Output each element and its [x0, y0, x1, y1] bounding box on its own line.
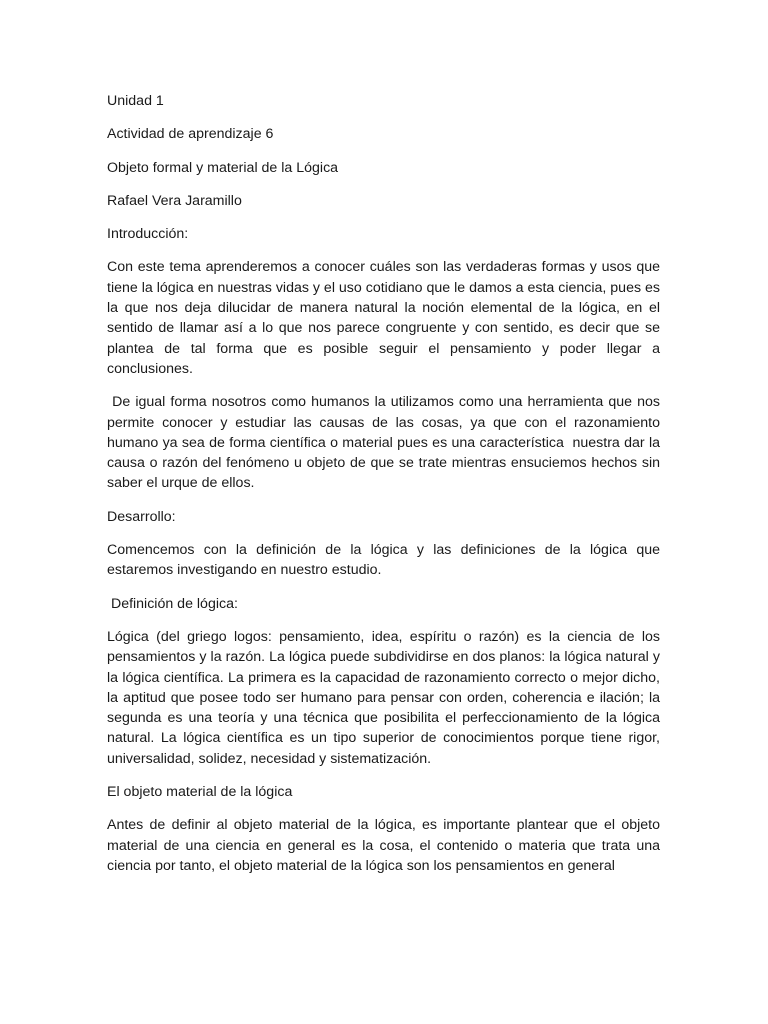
document-title: Objeto formal y material de la Lógica — [107, 159, 339, 176]
development-paragraph-1: Comencemos con la definición de la lógica y las definiciones de la lógica que estaremos investigando en nuestro estudio. — [107, 542, 660, 579]
author-name: Rafael Vera Jaramillo — [107, 192, 242, 209]
material-object-heading: El objeto material de la lógica — [107, 784, 293, 801]
definition-heading: Definición de lógica: — [107, 595, 238, 612]
activity-label: Actividad de aprendizaje 6 — [107, 126, 274, 143]
material-object-paragraph: Antes de definir al objeto material de la lógica, es importante plantear que el objeto material de una ciencia en general es la cosa, el contenido o materia que trata una ciencia por tanto, el objeto material de la lógica son los pensamientos en general — [107, 817, 660, 874]
definition-paragraph: Lógica (del griego logos: pensamiento, idea, espíritu o razón) es la ciencia de los pensamientos y la razón. La lógica puede subdividirse en dos planos: la lógica natural y la lógica científica. La primera es la capacidad de razonamiento correcto o mejor dicho, la aptitud que posee todo ser humano para pensar con orden, coherencia e ilación; la segunda es una teoría y una técnica que posibilita el perfeccionamiento de la lógica natural. La lógica científica es un tipo superior de conocimientos porque tiene rigor, universalidad, solidez, necesidad y sistematización. — [107, 628, 660, 767]
intro-heading: Introducción: — [107, 226, 189, 243]
document-page — [107, 91, 664, 889]
intro-paragraph-1: Con este tema aprenderemos a conocer cuáles son las verdaderas formas y usos que tiene la lógica en nuestras vidas y el uso cotidiano que le damos a esta ciencia, pues es la que nos deja dilucidar de manera natural la noción elemental de la lógica, en el sentido de llamar así a lo que nos parece congruente y con sentido, es decir que se plantea de tal forma que es posible seguir el pensamiento y poder llegar a conclusiones. — [107, 259, 660, 377]
unit-label: Unidad 1 — [107, 93, 164, 109]
intro-paragraph-2: De igual forma nosotros como humanos la utilizamos como una herramienta que nos permite conocer y estudiar las causas de las cosas, ya que con el razonamiento humano ya sea de forma científica o material pues es una característica nuestra dar la causa o razón del fenómeno u objeto de que se trate mientras ensuciemos hechos sin saber el urque de ellos. — [107, 394, 664, 492]
development-heading: Desarrollo: — [107, 508, 176, 525]
